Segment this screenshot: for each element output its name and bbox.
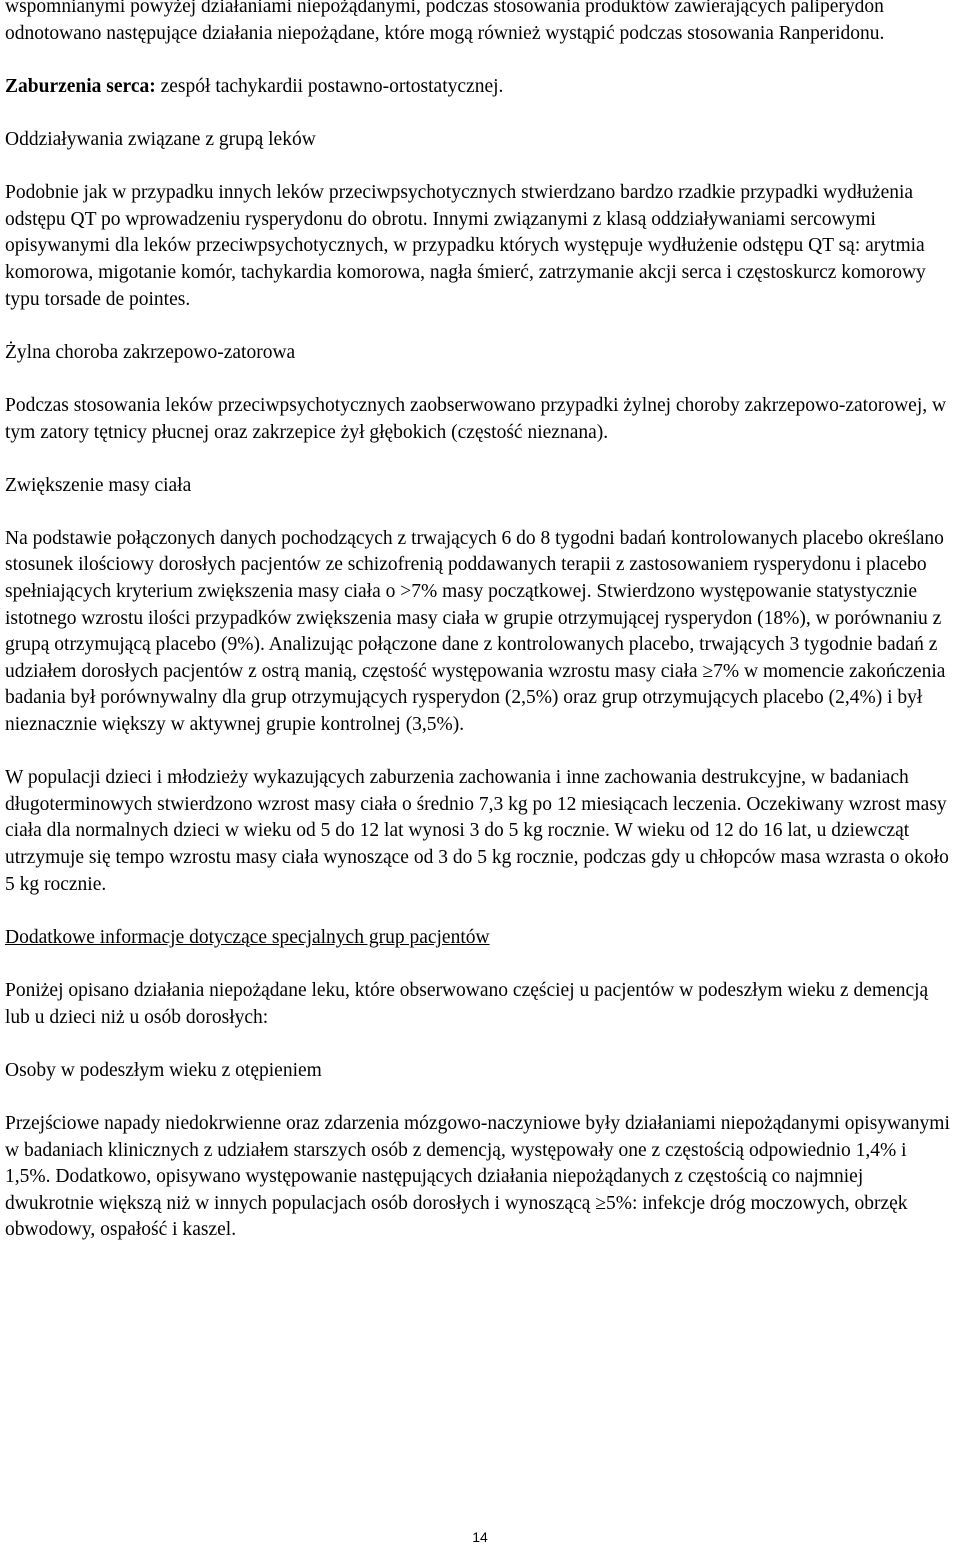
class-effects-heading: Oddziaływania związane z grupą leków <box>5 128 316 150</box>
intro-paragraph: wspomnianymi powyżej działaniami niepożądanymi, podczas stosowania produktów zawierających paliperydon odnotowano następujące działania niepożądane, które mogą również wystąpić podczas stosowania Ranperidonu. <box>5 0 885 44</box>
class-effects-body: Podobnie jak w przypadku innych leków przeciwpsychotycznych stwierdzano bardzo rzadkie przypadki wydłużenia odstępu QT po wprowadzeniu rysperydonu do obrotu. Innymi związanymi z klasą oddziaływaniami sercowymi opisywanymi dla leków przeciwpsychotycznych, w przypadku których występuje wydłużenie odstępu QT są: arytmia komorowa, migotanie komór, tachykardia komorowa, nagła śmierć, zatrzymanie akcji serca i częstoskurcz komorowy typu torsade de pointes. <box>5 182 926 310</box>
weight-heading: Zwiększenie masy ciała <box>5 474 192 496</box>
elderly-body: Przejściowe napady niedokrwienne oraz zdarzenia mózgowo-naczyniowe były działaniami niepożądanymi opisywanymi w badaniach klinicznych z udziałem starszych osób z demencją, występowały one z częstością odpowiednio 1,4% i 1,5%. Dodatkowo, opisywano występowanie następujących działania niepożądanych z częstością co najmniej dwukrotnie większą niż w innych populacjach osób dorosłych i wynoszącą ≥5%: infekcje dróg moczowych, obrzęk obwodowy, ospałość i kaszel. <box>5 1112 950 1241</box>
weight-body-children: W populacji dzieci i młodzieży wykazujących zaburzenia zachowania i inne zachowania destrukcyjne, w badaniach długoterminowych stwierdzono wzrost masy ciała o średnio 7,3 kg po 12 miesiącach leczenia. Oczekiwany wzrost masy ciała dla normalnych dzieci w wieku od 5 do 12 lat wynosi 3 do 5 kg rocznie. W wieku od 12 do 16 lat, u dziewcząt utrzymuje się tempo wzrostu masy ciała wynoszące od 3 do 5 kg rocznie, podczas gdy u chłopców masa wzrasta o około 5 kg rocznie. <box>5 767 949 895</box>
document-page <box>5 0 955 1244</box>
cardiac-label: Zaburzenia serca: <box>5 75 156 97</box>
special-groups-heading: Dodatkowe informacje dotyczące specjalnych grup pacjentów <box>5 926 490 948</box>
special-groups-body: Poniżej opisano działania niepożądane leku, które obserwowano częściej u pacjentów w podeszłym wieku z demencją lub u dzieci niż u osób dorosłych: <box>5 979 929 1028</box>
elderly-heading: Osoby w podeszłym wieku z otępieniem <box>5 1059 322 1081</box>
cardiac-text: zespół tachykardii postawno-ortostatycznej. <box>155 75 504 97</box>
cardiac-paragraph <box>5 74 955 101</box>
vte-heading: Żylna choroba zakrzepowo-zatorowa <box>5 341 296 363</box>
weight-body-adults: Na podstawie połączonych danych pochodzących z trwających 6 do 8 tygodni badań kontrolowanych placebo określano stosunek ilościowy dorosłych pacjentów ze schizofrenią poddawanych terapii z zastosowaniem rysperydonu i placebo spełniających kryterium zwiększenia masy ciała o >7% masy początkowej. Stwierdzono występowanie statystycznie istotnego wzrostu ilości przypadków zwiększenia masy ciała w grupie otrzymującej rysperydon (18%), w porównaniu z grupą otrzymującą placebo (9%). Analizując połączone dane z kontrolowanych placebo, trwających 3 tygodnie badań z udziałem dorosłych pacjentów z ostrą manią, częstość występowania wzrostu masy ciała ≥7% w momencie zakończenia badania był porównywalny dla grup otrzymujących rysperydon (2,5%) oraz grup otrzymujących placebo (2,4%) i był nieznacznie większy w aktywnej grupie kontrolnej (3,5%). <box>5 527 946 736</box>
vte-body: Podczas stosowania leków przeciwpsychotycznych zaobserwowano przypadki żylnej choroby zakrzepowo-zatorowej, w tym zatory tętnicy płucnej oraz zakrzepice żył głębokich (częstość nieznana). <box>5 394 947 443</box>
page-number: 14 <box>472 1529 488 1545</box>
